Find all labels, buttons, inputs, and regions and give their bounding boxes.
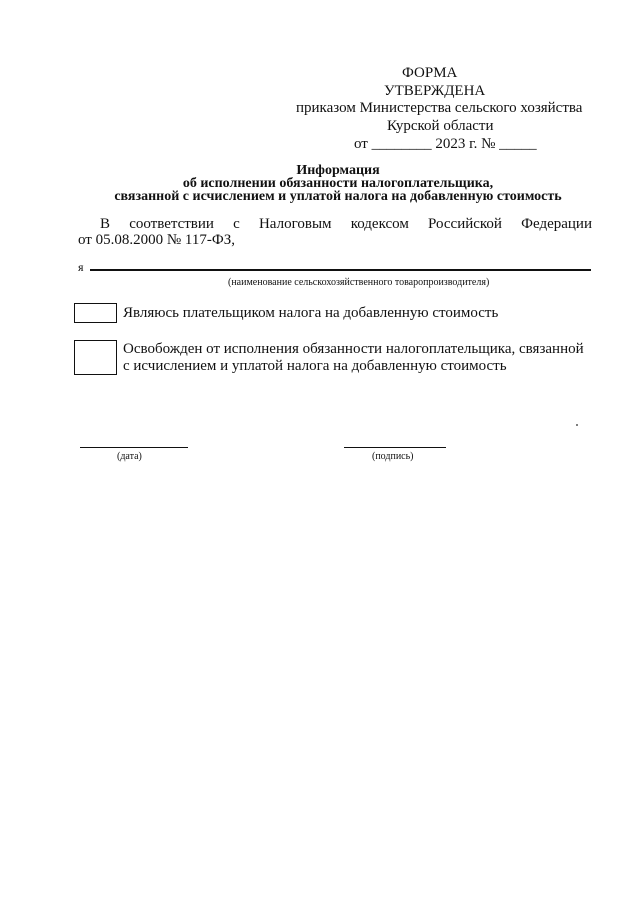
intro-word: кодексом [350,216,409,232]
name-prefix: я [78,260,84,274]
date-input-line[interactable] [80,447,188,448]
approval-order-line: приказом Министерства сельского хозяйства [296,100,583,116]
document-subtitle-line2: связанной с исчислением и уплатой налога на добавленную стоимость [114,189,562,204]
approval-form-label: ФОРМА [402,65,458,81]
intro-line1 [100,216,592,233]
name-caption: (наименование сельскохозяйственного товаропроизводителя) [228,277,490,288]
vat-exempt-checkbox[interactable] [74,340,117,375]
intro-line2: от 05.08.2000 № 117-ФЗ, [78,232,235,248]
vat-exempt-label-line2: с исчислением и уплатой налога на добавленную стоимость [123,358,507,374]
intro-word: с [233,216,240,232]
approval-region-line: Курской области [387,118,494,134]
approval-approved-label: УТВЕРЖДЕНА [384,83,486,99]
intro-word: Российской [428,216,502,232]
intro-word: Налоговым [258,216,332,232]
document-subtitle-line1: об исполнении обязанности налогоплательщика, [182,176,494,191]
scan-speck [576,424,578,426]
intro-word: В [100,216,111,232]
intro-word: соответствии [129,216,214,232]
name-input-line[interactable] [90,269,591,271]
date-caption: (дата) [117,451,142,462]
vat-payer-label: Являюсь плательщиком налога на добавленную стоимость [123,305,499,321]
approval-date-number-line: от ________ 2023 г. № _____ [354,136,537,152]
signature-caption: (подпись) [372,451,414,462]
document-title: Информация [296,163,380,178]
signature-input-line[interactable] [344,447,446,448]
vat-payer-checkbox[interactable] [74,303,117,323]
intro-word: Федерации [521,216,592,232]
vat-exempt-label-line1: Освобожден от исполнения обязанности налогоплательщика, связанной [123,341,584,357]
